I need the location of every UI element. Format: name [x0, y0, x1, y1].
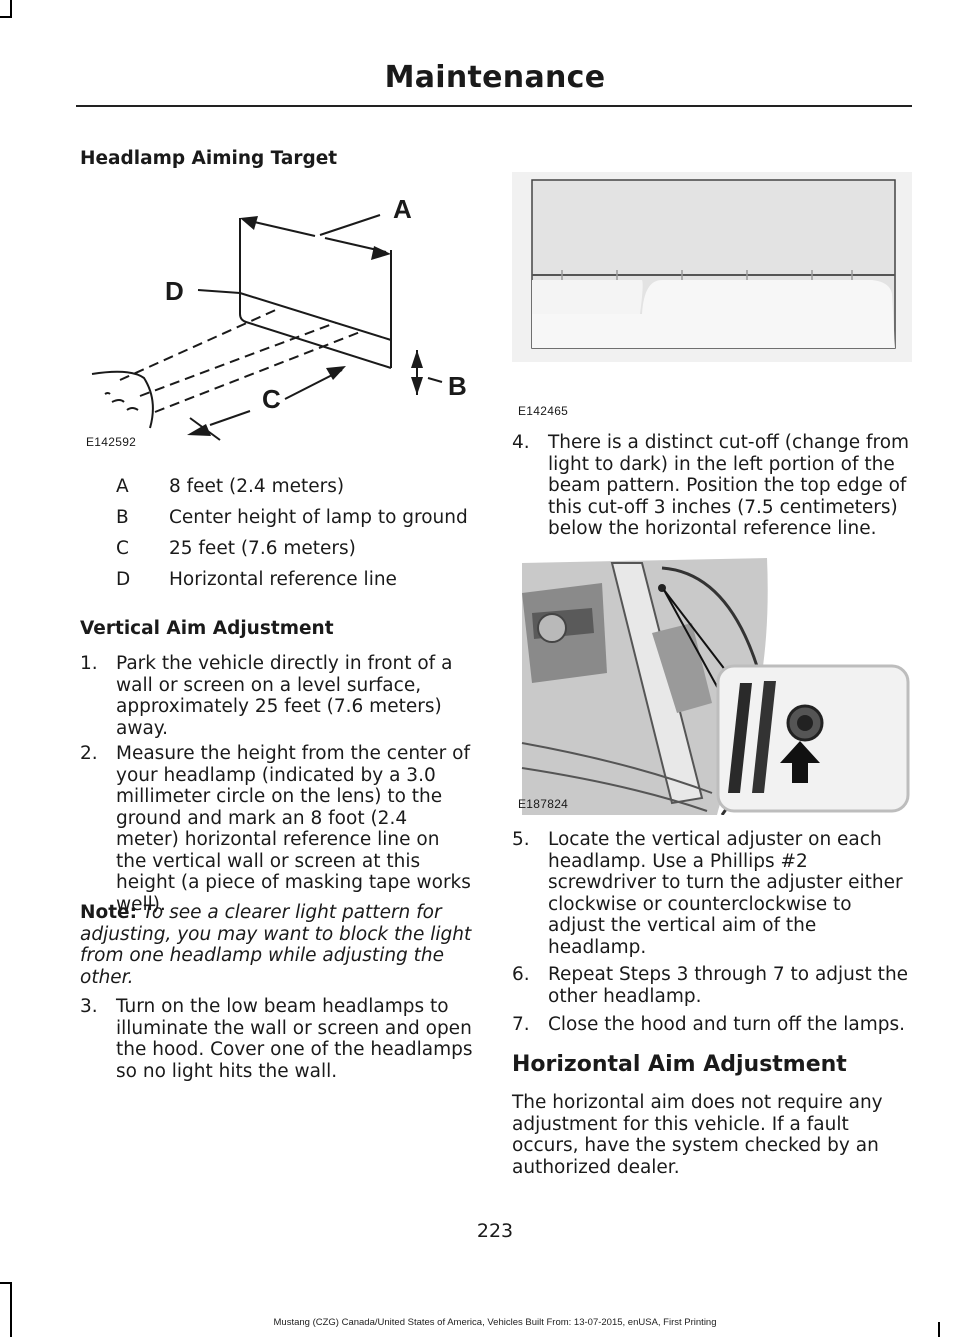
step-item	[512, 1014, 910, 1036]
legend-text: Horizontal reference line	[169, 569, 397, 590]
legend-text: Center height of lamp to ground	[169, 507, 468, 528]
note-label: Note:	[80, 902, 137, 923]
step-item	[512, 432, 910, 540]
step-text: Repeat Steps 3 through 7 to adjust the other headlamp.	[548, 964, 909, 1007]
figure-label-d: D	[165, 276, 184, 306]
step-number: 5.	[512, 829, 530, 850]
legend-key: C	[116, 538, 129, 559]
figure-code: E142465	[518, 404, 569, 418]
page-title: Maintenance	[384, 60, 606, 95]
step-text: Measure the height from the center of your headlamp (indicated by a 3.0 millimeter circle on the lens) to the ground and mark an 8 foot (2.4 meter) horizontal reference line on the vertical wall or screen at this height (a piece of masking tape works well).	[116, 743, 471, 915]
step-number: 3.	[80, 996, 98, 1017]
crop-mark	[10, 0, 12, 16]
figure-aiming-target	[80, 190, 480, 460]
step-number: 4.	[512, 432, 530, 453]
legend-key: B	[116, 507, 129, 528]
crop-mark	[10, 1282, 12, 1337]
step-item	[80, 996, 475, 1082]
legend-text: 8 feet (2.4 meters)	[169, 476, 345, 497]
beam-pattern-diagram	[512, 172, 912, 372]
crop-mark	[0, 1282, 12, 1284]
step-item	[512, 829, 910, 958]
figure-beam-pattern	[512, 172, 912, 422]
step-item	[512, 964, 910, 1007]
adjuster-location-photo	[512, 553, 912, 815]
note-text: To see a clearer light pattern for adjusting, you may want to block the light from one headlamp while adjusting the other.	[80, 902, 472, 988]
heading-horizontal-aim: Horizontal Aim Adjustment	[512, 1052, 847, 1077]
step-text: Turn on the low beam headlamps to illuminate the wall or screen and open the hood. Cover one of the headlamps so no light hits the wall.	[116, 996, 473, 1082]
legend-row	[80, 507, 480, 531]
step-number: 2.	[80, 743, 98, 764]
legend-text: 25 feet (7.6 meters)	[169, 538, 356, 559]
figure-label-b: B	[448, 371, 467, 401]
step-text: Locate the vertical adjuster on each headlamp. Use a Phillips #2 screwdriver to turn the adjuster either clockwise or counterclockwise to adjust the vertical aim of the headlamp.	[548, 829, 903, 958]
figure-code: E187824	[518, 797, 569, 811]
figure-label-a: A	[393, 194, 412, 224]
heading-vertical-aim: Vertical Aim Adjustment	[80, 618, 334, 639]
step-text: There is a distinct cut-off (change from light to dark) in the left portion of the beam pattern. Position the top edge of this cut-off 3 inches (7.5 centimeters) below the horizontal reference line.	[548, 432, 910, 539]
header-divider	[76, 105, 912, 107]
legend-row	[80, 538, 480, 562]
legend-row	[80, 476, 480, 500]
step-number: 7.	[512, 1014, 530, 1035]
legend-key: D	[116, 569, 131, 590]
heading-aiming-target: Headlamp Aiming Target	[80, 148, 338, 169]
step-number: 1.	[80, 653, 98, 674]
step-item	[80, 743, 475, 915]
horizontal-aim-text: The horizontal aim does not require any adjustment for this vehicle. If a fault occurs, have the system checked by an authorized dealer.	[512, 1092, 883, 1178]
figure-adjuster-location	[512, 553, 912, 823]
note	[80, 902, 475, 988]
figure-code: E142592	[86, 435, 137, 449]
page-number: 223	[476, 1220, 514, 1242]
page-footer: Mustang (CZG) Canada/United States of America, Vehicles Built From: 13-07-2015, enUSA, First Printing	[273, 1317, 717, 1328]
step-text: Park the vehicle directly in front of a wall or screen on a level surface, approximately 25 feet (7.6 meters) away.	[116, 653, 453, 739]
legend-row	[80, 569, 480, 593]
aiming-target-diagram	[80, 190, 480, 460]
crop-mark	[0, 16, 12, 18]
legend-key: A	[116, 476, 129, 497]
figure-label-c: C	[262, 384, 281, 414]
step-text: Close the hood and turn off the lamps.	[548, 1014, 906, 1035]
step-number: 6.	[512, 964, 530, 985]
step-item	[80, 653, 475, 739]
